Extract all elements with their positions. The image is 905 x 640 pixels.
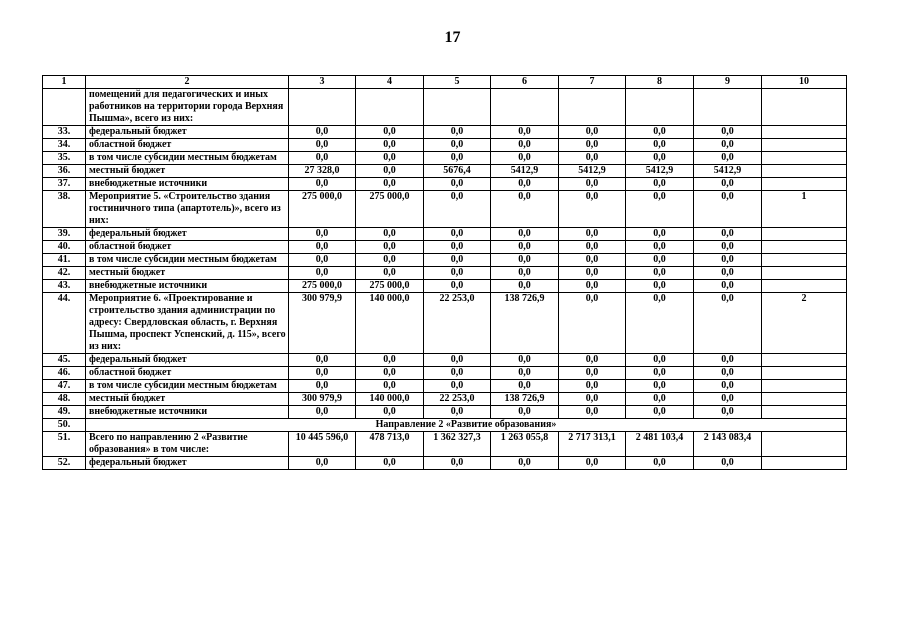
value-cell: 0,0: [356, 406, 424, 419]
value-cell: 0,0: [356, 367, 424, 380]
value-cell: [424, 89, 491, 126]
value-cell: 0,0: [356, 354, 424, 367]
value-cell: 0,0: [289, 380, 356, 393]
value-cell: 0,0: [491, 280, 559, 293]
value-cell: 0,0: [491, 139, 559, 152]
source-cell: [762, 406, 847, 419]
row-number: 33.: [43, 126, 86, 139]
value-cell: 0,0: [626, 457, 694, 470]
value-cell: 1 362 327,3: [424, 432, 491, 457]
table-row: [43, 89, 847, 126]
value-cell: 0,0: [626, 254, 694, 267]
source-cell: [762, 152, 847, 165]
value-cell: 0,0: [694, 393, 762, 406]
value-cell: 0,0: [559, 393, 626, 406]
source-cell: [762, 165, 847, 178]
value-cell: 0,0: [356, 380, 424, 393]
value-cell: 0,0: [356, 152, 424, 165]
value-cell: 0,0: [559, 126, 626, 139]
source-cell: [762, 280, 847, 293]
row-number: [43, 89, 86, 126]
value-cell: 0,0: [289, 126, 356, 139]
row-description: областной бюджет: [86, 241, 289, 254]
value-cell: 0,0: [694, 280, 762, 293]
value-cell: 0,0: [356, 254, 424, 267]
value-cell: [626, 89, 694, 126]
column-header: 2: [86, 76, 289, 89]
value-cell: 22 253,0: [424, 393, 491, 406]
column-header: 1: [43, 76, 86, 89]
row-description: Всего по направлению 2 «Развитие образования» в том числе:: [86, 432, 289, 457]
value-cell: 0,0: [626, 191, 694, 228]
value-cell: 0,0: [424, 354, 491, 367]
table-row: [43, 280, 847, 293]
table-row: [43, 228, 847, 241]
row-description: местный бюджет: [86, 165, 289, 178]
value-cell: 0,0: [559, 254, 626, 267]
value-cell: 0,0: [694, 126, 762, 139]
row-number: 50.: [43, 419, 86, 432]
row-description: в том числе субсидии местным бюджетам: [86, 254, 289, 267]
table-row: [43, 165, 847, 178]
source-cell: [762, 432, 847, 457]
row-description: Мероприятие 6. «Проектирование и строительство здания администрации по адресу: Свердловская область, г. Верхняя Пышма, проспект Успенский, д. 115», всего из них:: [86, 293, 289, 354]
value-cell: 140 000,0: [356, 293, 424, 354]
value-cell: 0,0: [626, 241, 694, 254]
table-row: [43, 241, 847, 254]
column-header: 4: [356, 76, 424, 89]
value-cell: 0,0: [289, 228, 356, 241]
page-number: 17: [444, 29, 461, 46]
row-description: областной бюджет: [86, 139, 289, 152]
value-cell: 0,0: [559, 406, 626, 419]
source-cell: [762, 367, 847, 380]
value-cell: 0,0: [694, 152, 762, 165]
value-cell: 0,0: [694, 241, 762, 254]
table-row: [43, 432, 847, 457]
source-cell: [762, 228, 847, 241]
source-cell: [762, 393, 847, 406]
value-cell: [356, 89, 424, 126]
value-cell: 10 445 596,0: [289, 432, 356, 457]
value-cell: 0,0: [289, 139, 356, 152]
table-row: [43, 354, 847, 367]
value-cell: 275 000,0: [356, 191, 424, 228]
value-cell: 0,0: [559, 354, 626, 367]
row-description: федеральный бюджет: [86, 354, 289, 367]
value-cell: 0,0: [694, 191, 762, 228]
row-description: федеральный бюджет: [86, 126, 289, 139]
source-cell: [762, 139, 847, 152]
value-cell: 0,0: [356, 241, 424, 254]
value-cell: 0,0: [626, 267, 694, 280]
value-cell: 0,0: [424, 152, 491, 165]
row-description: местный бюджет: [86, 267, 289, 280]
value-cell: 275 000,0: [289, 191, 356, 228]
value-cell: 0,0: [289, 354, 356, 367]
source-cell: [762, 354, 847, 367]
value-cell: 0,0: [289, 254, 356, 267]
source-cell: [762, 126, 847, 139]
section-title: Направление 2 «Развитие образования»: [86, 419, 847, 432]
value-cell: 0,0: [559, 241, 626, 254]
value-cell: 0,0: [694, 228, 762, 241]
column-header: 7: [559, 76, 626, 89]
value-cell: 0,0: [289, 152, 356, 165]
value-cell: 0,0: [491, 254, 559, 267]
source-cell: [762, 457, 847, 470]
value-cell: 0,0: [559, 267, 626, 280]
table-row: [43, 191, 847, 228]
table-row: [43, 293, 847, 354]
table-row: [43, 393, 847, 406]
table-row: [43, 419, 847, 432]
value-cell: 140 000,0: [356, 393, 424, 406]
value-cell: 5412,9: [626, 165, 694, 178]
value-cell: 0,0: [626, 280, 694, 293]
table-row: [43, 254, 847, 267]
value-cell: 0,0: [424, 406, 491, 419]
value-cell: 0,0: [491, 267, 559, 280]
column-header: 8: [626, 76, 694, 89]
value-cell: 0,0: [424, 228, 491, 241]
row-description: в том числе субсидии местным бюджетам: [86, 152, 289, 165]
table-row: [43, 126, 847, 139]
value-cell: 5412,9: [694, 165, 762, 178]
column-header: 5: [424, 76, 491, 89]
value-cell: 0,0: [491, 406, 559, 419]
value-cell: 22 253,0: [424, 293, 491, 354]
value-cell: 0,0: [424, 139, 491, 152]
value-cell: 0,0: [559, 228, 626, 241]
source-cell: [762, 178, 847, 191]
row-number: 45.: [43, 354, 86, 367]
value-cell: 0,0: [626, 293, 694, 354]
value-cell: 0,0: [424, 267, 491, 280]
row-number: 48.: [43, 393, 86, 406]
row-number: 46.: [43, 367, 86, 380]
value-cell: 0,0: [694, 367, 762, 380]
value-cell: 0,0: [694, 406, 762, 419]
table-row: [43, 267, 847, 280]
value-cell: 0,0: [424, 241, 491, 254]
value-cell: 5676,4: [424, 165, 491, 178]
table-row: [43, 380, 847, 393]
column-header: 9: [694, 76, 762, 89]
value-cell: 0,0: [559, 191, 626, 228]
row-description: помещений для педагогических и иных работников на территории города Верхняя Пышма», всего из них:: [86, 89, 289, 126]
value-cell: 0,0: [626, 393, 694, 406]
row-number: 44.: [43, 293, 86, 354]
source-cell: [762, 254, 847, 267]
source-cell: [762, 241, 847, 254]
source-cell: [762, 89, 847, 126]
value-cell: 5412,9: [491, 165, 559, 178]
row-description: федеральный бюджет: [86, 228, 289, 241]
value-cell: 0,0: [424, 367, 491, 380]
value-cell: 0,0: [626, 380, 694, 393]
value-cell: 0,0: [626, 126, 694, 139]
value-cell: 300 979,9: [289, 393, 356, 406]
row-number: 35.: [43, 152, 86, 165]
value-cell: 5412,9: [559, 165, 626, 178]
value-cell: 275 000,0: [289, 280, 356, 293]
value-cell: 0,0: [626, 354, 694, 367]
value-cell: 0,0: [559, 152, 626, 165]
row-description: внебюджетные источники: [86, 280, 289, 293]
table-row: [43, 152, 847, 165]
value-cell: 0,0: [694, 267, 762, 280]
value-cell: 0,0: [694, 354, 762, 367]
value-cell: 0,0: [491, 178, 559, 191]
value-cell: 2 143 083,4: [694, 432, 762, 457]
value-cell: 0,0: [424, 178, 491, 191]
column-header: 10: [762, 76, 847, 89]
value-cell: 0,0: [491, 228, 559, 241]
value-cell: 0,0: [424, 191, 491, 228]
row-number: 49.: [43, 406, 86, 419]
value-cell: 0,0: [694, 380, 762, 393]
value-cell: 0,0: [626, 406, 694, 419]
value-cell: 0,0: [626, 228, 694, 241]
value-cell: 0,0: [694, 293, 762, 354]
value-cell: 0,0: [559, 139, 626, 152]
row-description: местный бюджет: [86, 393, 289, 406]
value-cell: 27 328,0: [289, 165, 356, 178]
budget-table: [42, 75, 847, 470]
value-cell: 0,0: [289, 367, 356, 380]
value-cell: 478 713,0: [356, 432, 424, 457]
source-cell: [762, 380, 847, 393]
value-cell: 0,0: [424, 280, 491, 293]
value-cell: 0,0: [491, 380, 559, 393]
row-number: 34.: [43, 139, 86, 152]
value-cell: [694, 89, 762, 126]
table-row: [43, 178, 847, 191]
value-cell: 0,0: [694, 457, 762, 470]
value-cell: 0,0: [356, 178, 424, 191]
value-cell: 2 717 313,1: [559, 432, 626, 457]
source-cell: [762, 267, 847, 280]
value-cell: 0,0: [356, 139, 424, 152]
value-cell: 1 263 055,8: [491, 432, 559, 457]
value-cell: 0,0: [424, 254, 491, 267]
value-cell: 0,0: [559, 178, 626, 191]
value-cell: 0,0: [626, 178, 694, 191]
table-row: [43, 457, 847, 470]
row-number: 38.: [43, 191, 86, 228]
value-cell: 0,0: [559, 457, 626, 470]
value-cell: 0,0: [491, 241, 559, 254]
value-cell: 0,0: [356, 126, 424, 139]
row-description: внебюджетные источники: [86, 406, 289, 419]
row-description: Мероприятие 5. «Строительство здания гостиничного типа (апартотель)», всего из них:: [86, 191, 289, 228]
value-cell: 0,0: [491, 457, 559, 470]
row-description: федеральный бюджет: [86, 457, 289, 470]
value-cell: [289, 89, 356, 126]
value-cell: 0,0: [424, 457, 491, 470]
table-header-row: [43, 76, 847, 89]
value-cell: [491, 89, 559, 126]
row-number: 47.: [43, 380, 86, 393]
row-description: в том числе субсидии местным бюджетам: [86, 380, 289, 393]
value-cell: 0,0: [626, 152, 694, 165]
row-number: 52.: [43, 457, 86, 470]
value-cell: 0,0: [356, 267, 424, 280]
column-header: 3: [289, 76, 356, 89]
row-number: 37.: [43, 178, 86, 191]
row-number: 43.: [43, 280, 86, 293]
table-row: [43, 139, 847, 152]
value-cell: 0,0: [559, 280, 626, 293]
value-cell: 0,0: [559, 380, 626, 393]
row-number: 51.: [43, 432, 86, 457]
value-cell: 0,0: [289, 241, 356, 254]
row-number: 41.: [43, 254, 86, 267]
row-number: 42.: [43, 267, 86, 280]
value-cell: 0,0: [356, 228, 424, 241]
value-cell: 2 481 103,4: [626, 432, 694, 457]
value-cell: 0,0: [289, 406, 356, 419]
row-description: областной бюджет: [86, 367, 289, 380]
value-cell: 0,0: [491, 354, 559, 367]
value-cell: 0,0: [626, 367, 694, 380]
source-cell: 1: [762, 191, 847, 228]
value-cell: 0,0: [626, 139, 694, 152]
value-cell: 275 000,0: [356, 280, 424, 293]
row-description: внебюджетные источники: [86, 178, 289, 191]
value-cell: 300 979,9: [289, 293, 356, 354]
value-cell: 0,0: [424, 126, 491, 139]
table-row: [43, 367, 847, 380]
value-cell: 0,0: [289, 457, 356, 470]
value-cell: 138 726,9: [491, 293, 559, 354]
value-cell: 0,0: [289, 267, 356, 280]
value-cell: [559, 89, 626, 126]
value-cell: 0,0: [694, 178, 762, 191]
column-header: 6: [491, 76, 559, 89]
value-cell: 0,0: [559, 367, 626, 380]
value-cell: 0,0: [491, 367, 559, 380]
value-cell: 0,0: [356, 165, 424, 178]
table-row: [43, 406, 847, 419]
value-cell: 0,0: [424, 380, 491, 393]
value-cell: 0,0: [491, 152, 559, 165]
row-number: 40.: [43, 241, 86, 254]
value-cell: 0,0: [491, 191, 559, 228]
value-cell: 0,0: [289, 178, 356, 191]
source-cell: 2: [762, 293, 847, 354]
value-cell: 0,0: [694, 254, 762, 267]
value-cell: 138 726,9: [491, 393, 559, 406]
value-cell: 0,0: [491, 126, 559, 139]
row-number: 36.: [43, 165, 86, 178]
value-cell: 0,0: [559, 293, 626, 354]
value-cell: 0,0: [356, 457, 424, 470]
row-number: 39.: [43, 228, 86, 241]
value-cell: 0,0: [694, 139, 762, 152]
